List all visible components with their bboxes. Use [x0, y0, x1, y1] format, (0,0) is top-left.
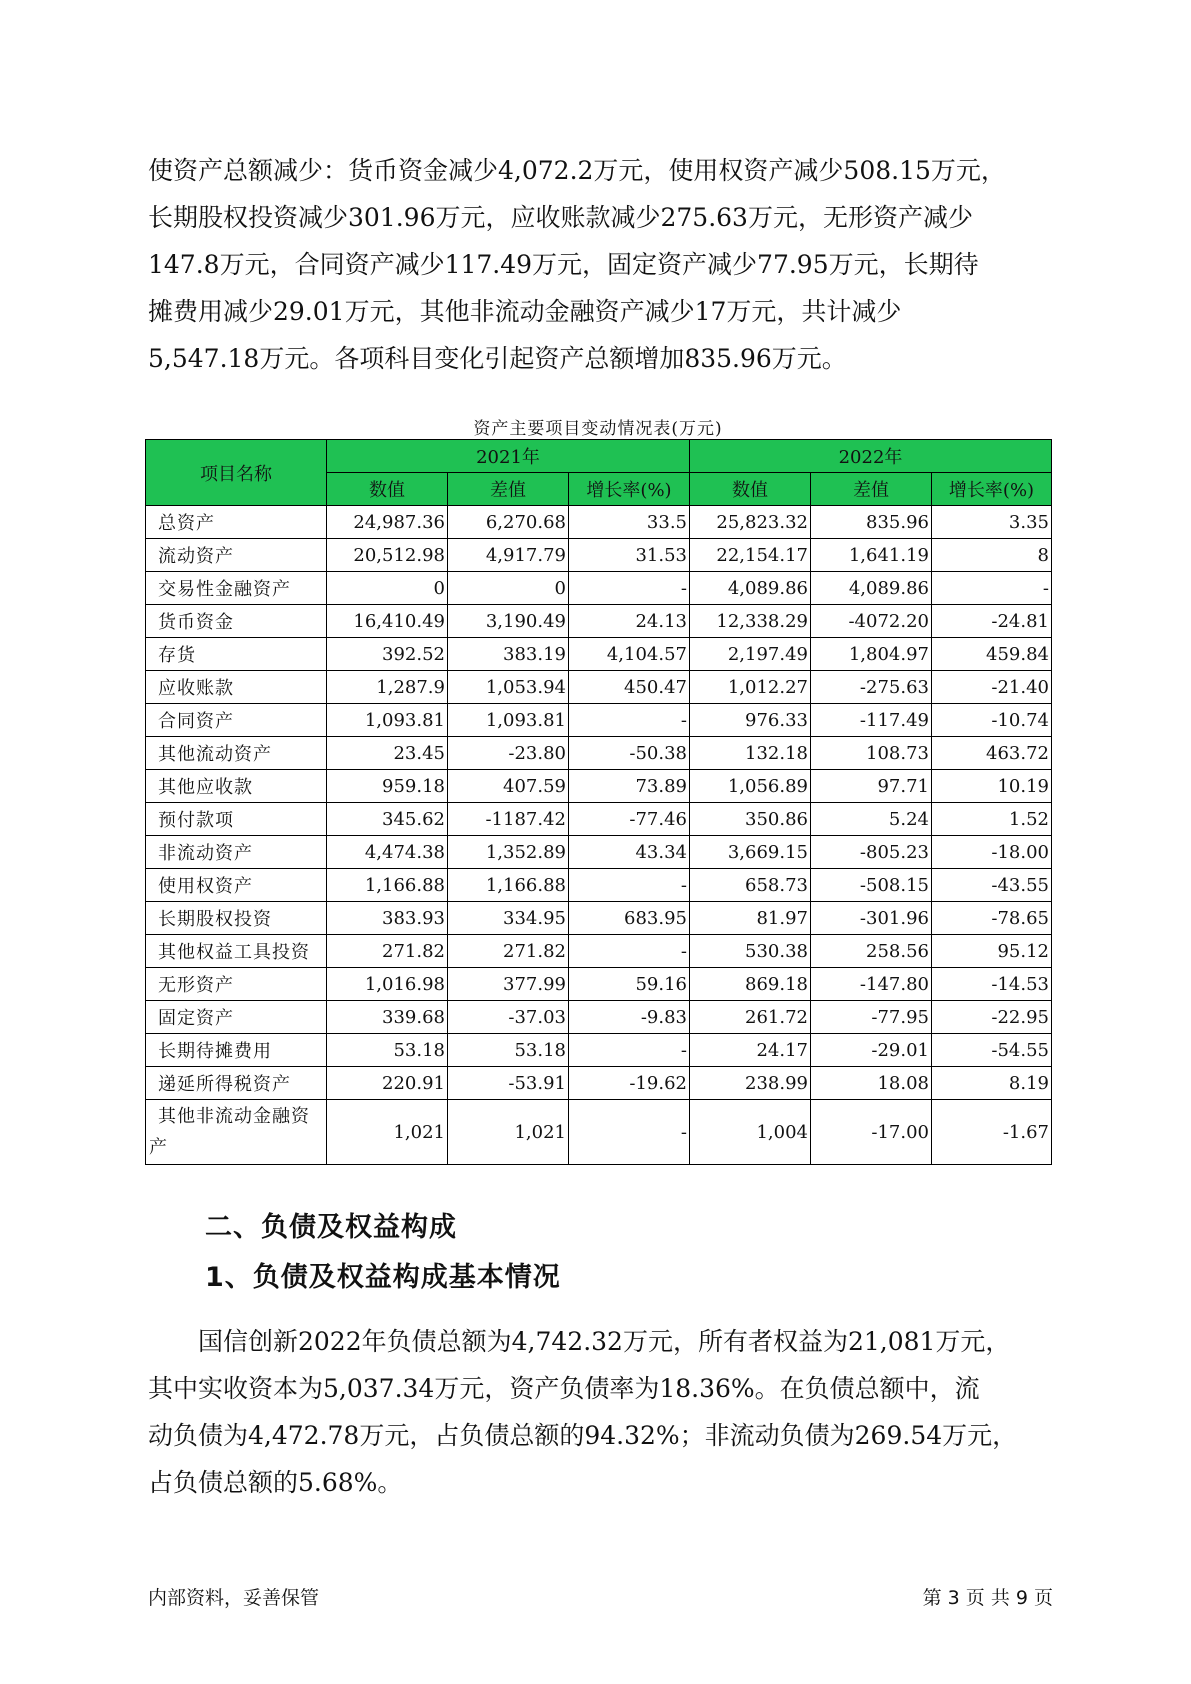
row-cell: 334.95	[448, 902, 569, 935]
header-value-2021: 数值	[327, 473, 448, 506]
row-cell: 53.18	[327, 1034, 448, 1067]
row-cell: 377.99	[448, 968, 569, 1001]
row-item-name: 合同资产	[146, 704, 327, 737]
row-cell: 220.91	[327, 1067, 448, 1100]
row-cell: 4,474.38	[327, 836, 448, 869]
table-row	[146, 902, 1052, 935]
footer-page-number: 第 3 页 共 9 页	[922, 1587, 1053, 1609]
row-cell: 683.95	[569, 902, 690, 935]
row-cell: 238.99	[690, 1067, 811, 1100]
row-cell: 2,197.49	[690, 638, 811, 671]
table-row	[146, 638, 1052, 671]
row-cell: 463.72	[932, 737, 1052, 770]
row-cell: 1,166.88	[327, 869, 448, 902]
row-cell: -275.63	[811, 671, 932, 704]
header-diff-2022: 差值	[811, 473, 932, 506]
row-cell: 10.19	[932, 770, 1052, 803]
row-cell: 24.13	[569, 605, 690, 638]
intro-paragraph	[148, 147, 1048, 382]
table-row	[146, 1067, 1052, 1100]
row-cell: -	[932, 572, 1052, 605]
row-item-name: 使用权资产	[146, 869, 327, 902]
row-cell: 25,823.32	[690, 506, 811, 539]
row-cell: 108.73	[811, 737, 932, 770]
row-cell: 1,352.89	[448, 836, 569, 869]
row-cell: 271.82	[327, 935, 448, 968]
paragraph-line: 5,547.18万元。各项科目变化引起资产总额增加835.96万元。	[148, 344, 847, 373]
row-cell: 43.34	[569, 836, 690, 869]
paragraph-line: 长期股权投资减少301.96万元，应收账款减少275.63万元，无形资产减少	[148, 203, 973, 232]
row-cell: 3,669.15	[690, 836, 811, 869]
table-row	[146, 605, 1052, 638]
row-cell: 16,410.49	[327, 605, 448, 638]
table-row	[146, 1100, 1052, 1165]
row-cell: -805.23	[811, 836, 932, 869]
row-cell: 4,089.86	[811, 572, 932, 605]
row-item-name: 货币资金	[146, 605, 327, 638]
table-row	[146, 671, 1052, 704]
section-heading: 二、负债及权益构成	[205, 1212, 457, 1243]
row-cell: 1,016.98	[327, 968, 448, 1001]
liability-paragraph	[148, 1318, 1048, 1506]
row-cell: -50.38	[569, 737, 690, 770]
row-item-name: 流动资产	[146, 539, 327, 572]
row-cell: -78.65	[932, 902, 1052, 935]
row-cell: -43.55	[932, 869, 1052, 902]
paragraph-line: 国信创新2022年负债总额为4,742.32万元，所有者权益为21,081万元，	[148, 1327, 1011, 1356]
row-cell: -1.67	[932, 1100, 1052, 1165]
row-cell: -	[569, 704, 690, 737]
table-row	[146, 803, 1052, 836]
header-growth-2021: 增长率(%)	[569, 473, 690, 506]
row-cell: 1,804.97	[811, 638, 932, 671]
paragraph-line: 占负债总额的5.68%。	[148, 1468, 403, 1497]
row-cell: 459.84	[932, 638, 1052, 671]
row-cell: 1,166.88	[448, 869, 569, 902]
row-item-name: 交易性金融资产	[146, 572, 327, 605]
table-row	[146, 1001, 1052, 1034]
row-item-name: 存货	[146, 638, 327, 671]
row-item-name: 长期股权投资	[146, 902, 327, 935]
row-cell: 53.18	[448, 1034, 569, 1067]
row-cell: 450.47	[569, 671, 690, 704]
row-cell: 81.97	[690, 902, 811, 935]
row-cell: 271.82	[448, 935, 569, 968]
paragraph-line: 其中实收资本为5,037.34万元，资产负债率为18.36%。在负债总额中，流	[148, 1374, 980, 1403]
row-item-name: 固定资产	[146, 1001, 327, 1034]
row-cell: 0	[327, 572, 448, 605]
row-cell: 4,089.86	[690, 572, 811, 605]
row-cell: -14.53	[932, 968, 1052, 1001]
header-year-2021: 2021年	[327, 440, 690, 473]
table-row	[146, 704, 1052, 737]
row-item-name: 非流动资产	[146, 836, 327, 869]
row-cell: 5.24	[811, 803, 932, 836]
row-cell: -53.91	[448, 1067, 569, 1100]
row-item-name: 应收账款	[146, 671, 327, 704]
paragraph-line: 动负债为4,472.78万元，占负债总额的94.32%；非流动负债为269.54万元，	[148, 1421, 1018, 1450]
table-row	[146, 935, 1052, 968]
row-cell: -10.74	[932, 704, 1052, 737]
row-cell: 530.38	[690, 935, 811, 968]
row-cell: 658.73	[690, 869, 811, 902]
row-item-name: 递延所得税资产	[146, 1067, 327, 1100]
row-cell: -17.00	[811, 1100, 932, 1165]
row-cell: -22.95	[932, 1001, 1052, 1034]
row-item-name: 其他应收款	[146, 770, 327, 803]
row-cell: -18.00	[932, 836, 1052, 869]
row-cell: -77.95	[811, 1001, 932, 1034]
row-cell: 73.89	[569, 770, 690, 803]
row-item-name	[146, 1100, 327, 1165]
row-cell: -9.83	[569, 1001, 690, 1034]
row-item-name-line: 产	[149, 1137, 168, 1158]
row-cell: -77.46	[569, 803, 690, 836]
row-cell: -24.81	[932, 605, 1052, 638]
header-year-2022: 2022年	[690, 440, 1052, 473]
row-cell: 18.08	[811, 1067, 932, 1100]
row-cell: -301.96	[811, 902, 932, 935]
row-cell: 8.19	[932, 1067, 1052, 1100]
row-cell: 258.56	[811, 935, 932, 968]
row-cell: 339.68	[327, 1001, 448, 1034]
row-cell: 8	[932, 539, 1052, 572]
row-cell: 95.12	[932, 935, 1052, 968]
row-cell: 33.5	[569, 506, 690, 539]
row-cell: 1,056.89	[690, 770, 811, 803]
row-cell: 3,190.49	[448, 605, 569, 638]
paragraph-line: 使资产总额减少：货币资金减少4,072.2万元，使用权资产减少508.15万元，	[148, 156, 1006, 185]
row-cell: 1,093.81	[448, 704, 569, 737]
row-item-name: 预付款项	[146, 803, 327, 836]
row-cell: 1,287.9	[327, 671, 448, 704]
row-cell: 350.86	[690, 803, 811, 836]
row-item-name: 其他流动资产	[146, 737, 327, 770]
paragraph-line: 摊费用减少29.01万元，其他非流动金融资产减少17万元，共计减少	[148, 297, 902, 326]
row-cell: -21.40	[932, 671, 1052, 704]
row-cell: 261.72	[690, 1001, 811, 1034]
row-cell: -147.80	[811, 968, 932, 1001]
row-cell: -23.80	[448, 737, 569, 770]
row-cell: 383.93	[327, 902, 448, 935]
row-cell: 1,053.94	[448, 671, 569, 704]
table-row	[146, 572, 1052, 605]
row-cell: -4072.20	[811, 605, 932, 638]
row-cell: 23.45	[327, 737, 448, 770]
row-cell: 12,338.29	[690, 605, 811, 638]
row-cell: 59.16	[569, 968, 690, 1001]
table-row	[146, 539, 1052, 572]
row-cell: -508.15	[811, 869, 932, 902]
row-cell: 3.35	[932, 506, 1052, 539]
row-cell: 1,004	[690, 1100, 811, 1165]
row-cell: 22,154.17	[690, 539, 811, 572]
row-item-name: 其他权益工具投资	[146, 935, 327, 968]
row-cell: 24,987.36	[327, 506, 448, 539]
row-cell: 97.71	[811, 770, 932, 803]
table-row	[146, 869, 1052, 902]
row-cell: 869.18	[690, 968, 811, 1001]
row-cell: 392.52	[327, 638, 448, 671]
row-cell: -	[569, 1100, 690, 1165]
footer-confidential-note: 内部资料，妥善保管	[148, 1587, 320, 1609]
row-cell: -29.01	[811, 1034, 932, 1067]
row-cell: 345.62	[327, 803, 448, 836]
row-cell: 1.52	[932, 803, 1052, 836]
row-item-name: 总资产	[146, 506, 327, 539]
header-value-2022: 数值	[690, 473, 811, 506]
table-caption: 资产主要项目变动情况表(万元)	[473, 419, 723, 439]
row-cell: -19.62	[569, 1067, 690, 1100]
row-cell: 1,012.27	[690, 671, 811, 704]
row-item-name-line: 其他非流动金融资	[158, 1106, 310, 1127]
row-cell: 0	[448, 572, 569, 605]
table-row	[146, 1034, 1052, 1067]
row-cell: 132.18	[690, 737, 811, 770]
row-cell: 31.53	[569, 539, 690, 572]
paragraph-line: 147.8万元，合同资产减少117.49万元，固定资产减少77.95万元，长期待	[148, 250, 979, 279]
row-cell: 4,917.79	[448, 539, 569, 572]
row-cell: 383.19	[448, 638, 569, 671]
row-cell: 959.18	[327, 770, 448, 803]
row-cell: 1,093.81	[327, 704, 448, 737]
row-cell: 24.17	[690, 1034, 811, 1067]
row-item-name: 长期待摊费用	[146, 1034, 327, 1067]
row-cell: 1,021	[327, 1100, 448, 1165]
row-cell: 407.59	[448, 770, 569, 803]
table-row	[146, 836, 1052, 869]
row-cell: 976.33	[690, 704, 811, 737]
table-row	[146, 770, 1052, 803]
row-cell: -	[569, 869, 690, 902]
row-cell: -117.49	[811, 704, 932, 737]
row-cell: -37.03	[448, 1001, 569, 1034]
row-item-name: 无形资产	[146, 968, 327, 1001]
subsection-heading: 1、负债及权益构成基本情况	[205, 1262, 561, 1293]
row-cell: 20,512.98	[327, 539, 448, 572]
header-diff-2021: 差值	[448, 473, 569, 506]
row-cell: -	[569, 1034, 690, 1067]
row-cell: 1,641.19	[811, 539, 932, 572]
table-row	[146, 737, 1052, 770]
header-growth-2022: 增长率(%)	[932, 473, 1052, 506]
asset-change-table	[145, 439, 1052, 1165]
row-cell: 835.96	[811, 506, 932, 539]
table-row	[146, 968, 1052, 1001]
row-cell: 1,021	[448, 1100, 569, 1165]
row-cell: 6,270.68	[448, 506, 569, 539]
row-cell: 4,104.57	[569, 638, 690, 671]
header-item-name: 项目名称	[146, 440, 327, 506]
row-cell: -1187.42	[448, 803, 569, 836]
table-row	[146, 506, 1052, 539]
row-cell: -54.55	[932, 1034, 1052, 1067]
row-cell: -	[569, 572, 690, 605]
row-cell: -	[569, 935, 690, 968]
